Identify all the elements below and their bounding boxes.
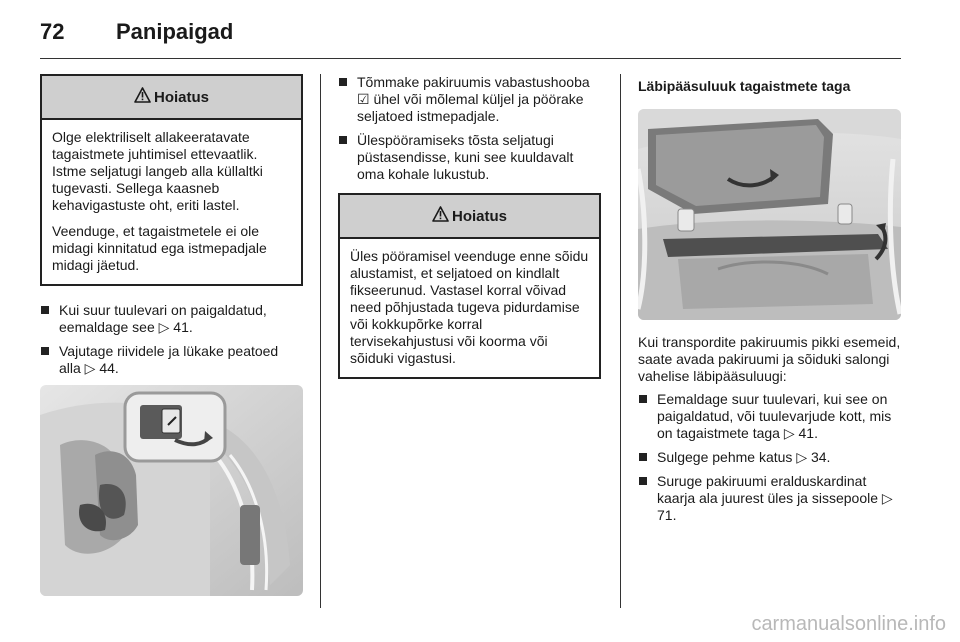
page-number: 72 bbox=[40, 19, 65, 44]
list-item-text: Tõmmake pakiruumis vabastushooba ☑ ühel või mõlemal küljel ja pöörake seljatoed istmepadjale. bbox=[357, 74, 590, 124]
column-3 bbox=[638, 74, 901, 531]
seat-release-illustration bbox=[40, 385, 303, 596]
column-divider-1 bbox=[320, 74, 321, 608]
bullet-square-icon bbox=[339, 136, 347, 144]
list-item-text: Eemaldage suur tuulevari, kui see on paigaldatud, või tuulevarjude kott, mis on tagaistmete taga ▷ 41. bbox=[657, 391, 892, 441]
bullet-square-icon bbox=[41, 306, 49, 314]
list-item-text: Kui suur tuulevari on paigaldatud, eemaldage see ▷ 41. bbox=[59, 302, 267, 335]
list-item-text: Sulgege pehme katus ▷ 34. bbox=[657, 449, 831, 465]
warning-body bbox=[340, 239, 599, 377]
list-item-text: Ülespööramiseks tõsta seljatugi püstasendisse, kuni see kuuldavalt oma kohale lukustub. bbox=[357, 132, 574, 182]
page-title: Panipaigad bbox=[116, 19, 234, 44]
warning-header bbox=[42, 76, 301, 120]
bullet-square-icon bbox=[41, 347, 49, 355]
instruction-list bbox=[638, 391, 901, 524]
column-divider-2 bbox=[620, 74, 621, 608]
list-item bbox=[40, 302, 303, 336]
list-item bbox=[338, 74, 601, 125]
instruction-list bbox=[40, 302, 303, 377]
bullet-square-icon bbox=[639, 477, 647, 485]
list-item bbox=[638, 391, 901, 442]
header-rule bbox=[40, 58, 901, 59]
watermark: carmanualsonline.info bbox=[751, 613, 946, 635]
warning-box bbox=[338, 193, 601, 379]
warning-body bbox=[42, 120, 301, 284]
pass-through-hatch-illustration bbox=[638, 109, 901, 320]
list-item bbox=[40, 343, 303, 377]
instruction-list bbox=[338, 74, 601, 183]
warning-triangle-icon bbox=[134, 87, 151, 107]
list-item-text: Vajutage riividele ja lükake peatoed alla ▷ 44. bbox=[59, 343, 279, 376]
warning-triangle-icon bbox=[432, 206, 449, 226]
list-item-text: Suruge pakiruumi eralduskardinat kaarja ala juurest üles ja sissepoole ▷ 71. bbox=[657, 473, 893, 523]
section-heading: Läbipääsuluuk tagaistmete taga bbox=[638, 78, 851, 94]
bullet-square-icon bbox=[639, 395, 647, 403]
list-item bbox=[638, 449, 901, 466]
list-item bbox=[338, 132, 601, 183]
warning-label: Hoiatus bbox=[451, 207, 507, 225]
column-2 bbox=[338, 74, 601, 379]
warning-label: Hoiatus bbox=[153, 88, 209, 106]
warning-paragraph: Olge elektriliselt allakeeratavate tagaistmete juhtimisel ettevaatlik. Istme seljatugi langeb alla küllaltki tugevasti. Sellega kaasneb kehavigastuste oht, eriti lastel. bbox=[52, 129, 263, 213]
intro-paragraph: Kui transpordite pakiruumis pikki esemeid, saate avada pakiruumi ja sõiduki salongi vahelise läbipääsuluugi: bbox=[638, 334, 901, 384]
bullet-square-icon bbox=[339, 78, 347, 86]
warning-header bbox=[340, 195, 599, 239]
list-item bbox=[638, 473, 901, 524]
warning-paragraph: Veenduge, et tagaistmetele ei ole midagi kinnitatud ega istmepadjale midagi jäetud. bbox=[52, 223, 267, 273]
warning-paragraph: Üles pööramisel veenduge enne sõidu alustamist, et seljatoed on kindlalt fikseerunud. Vastasel korral võivad need põhjustada tugeva pidurdamise või kokkupõrke korral tervisekahjustusi või koorma või sõiduki vigastusi. bbox=[350, 248, 589, 366]
warning-box bbox=[40, 74, 303, 286]
bullet-square-icon bbox=[639, 453, 647, 461]
column-1 bbox=[40, 74, 303, 596]
